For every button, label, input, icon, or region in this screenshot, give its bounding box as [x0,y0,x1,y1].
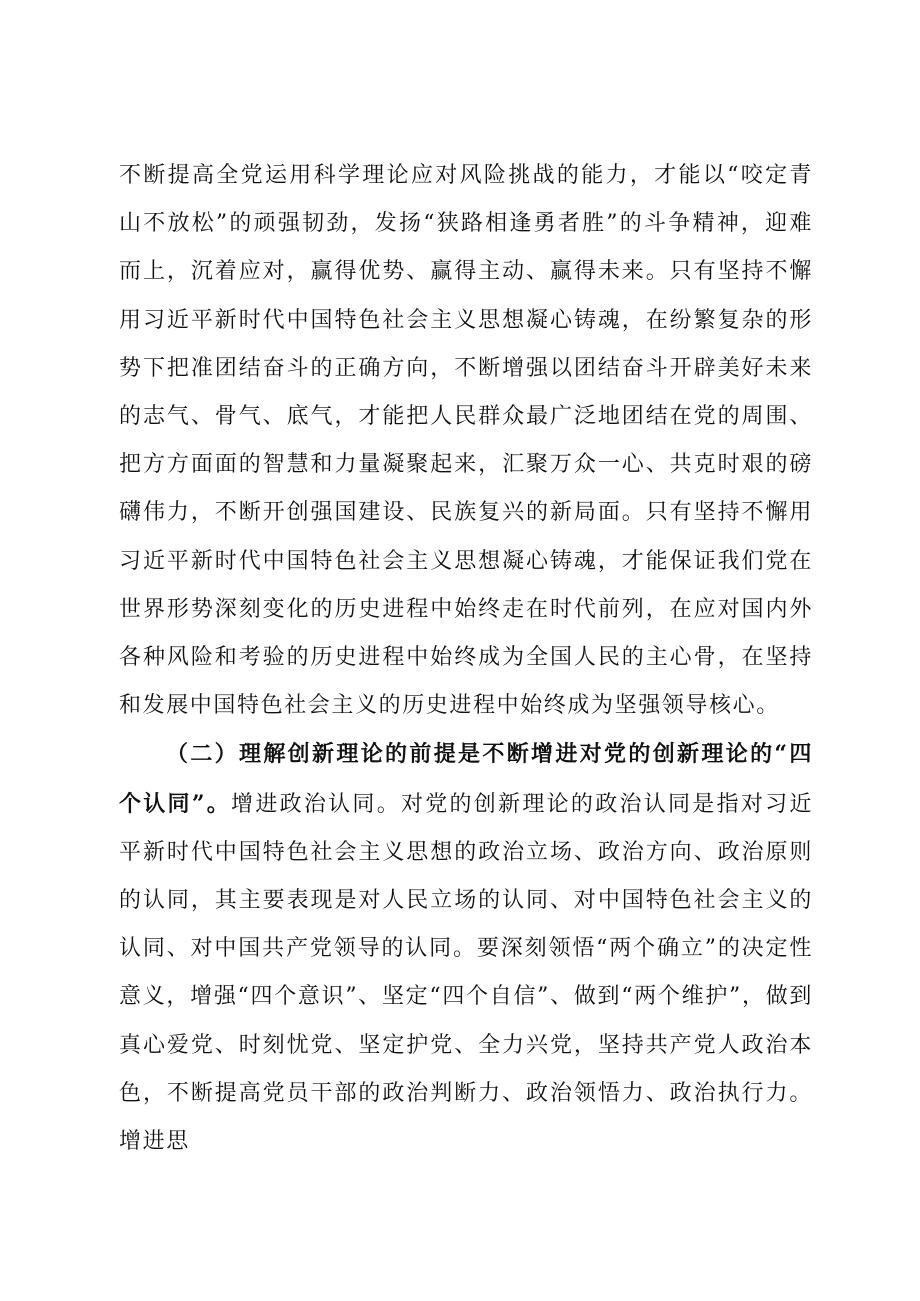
paragraph-1-text: 不断提高全党运用科学理论应对风险挑战的能力，才能以“咬定青山不放松”的顽强韧劲，发扬“狭路相逢勇者胜”的斗争精神，迎难而上，沉着应对，赢得优势、赢得主动、赢得未来。只有坚持不懈用习近平新时代中国特色社会主义思想凝心铸魂，在纷繁复杂的形势下把准团结奋斗的正确方向，不断增强以团结奋斗开辟美好未来的志气、骨气、底气，才能把人民群众最广泛地团结在党的周围、把方方面面的智慧和力量凝聚起来，汇聚万众一心、共克时艰的磅礴伟力，不断开创强国建设、民族复兴的新局面。只有坚持不懈用习近平新时代中国特色社会主义思想凝心铸魂，才能保证我们党在世界形势深刻变化的历史进程中始终走在时代前列，在应对国内外各种风险和考验的历史进程中始终成为全国人民的主心骨，在坚持和发展中国特色社会主义的历史进程中始终成为坚强领导核心。 [119,163,813,719]
paragraph-2-text: 增进政治认同。对党的创新理论的政治认同是指对习近平新时代中国特色社会主义思想的政治立场、政治方向、政治原则的认同，其主要表现是对人民立场的认同、对中国特色社会主义的认同、对中国共产党领导的认同。要深刻领悟“两个确立”的决定性意义，增强“四个意识”、坚定“四个自信”、做到“两个维护”，做到真心爱党、时刻忧党、坚定护党、全力兴党，坚持共产党人政治本色，不断提高党员干部的政治判断力、政治领悟力、政治执行力。增进思 [119,791,814,1155]
paragraph-continuation [119,152,813,730]
paragraph-section-two [119,730,813,1166]
document-body [119,152,813,1166]
section-heading: （二）理解创新理论的前提是不断增进对党的创新理论的“四个认同”。 [119,741,813,817]
